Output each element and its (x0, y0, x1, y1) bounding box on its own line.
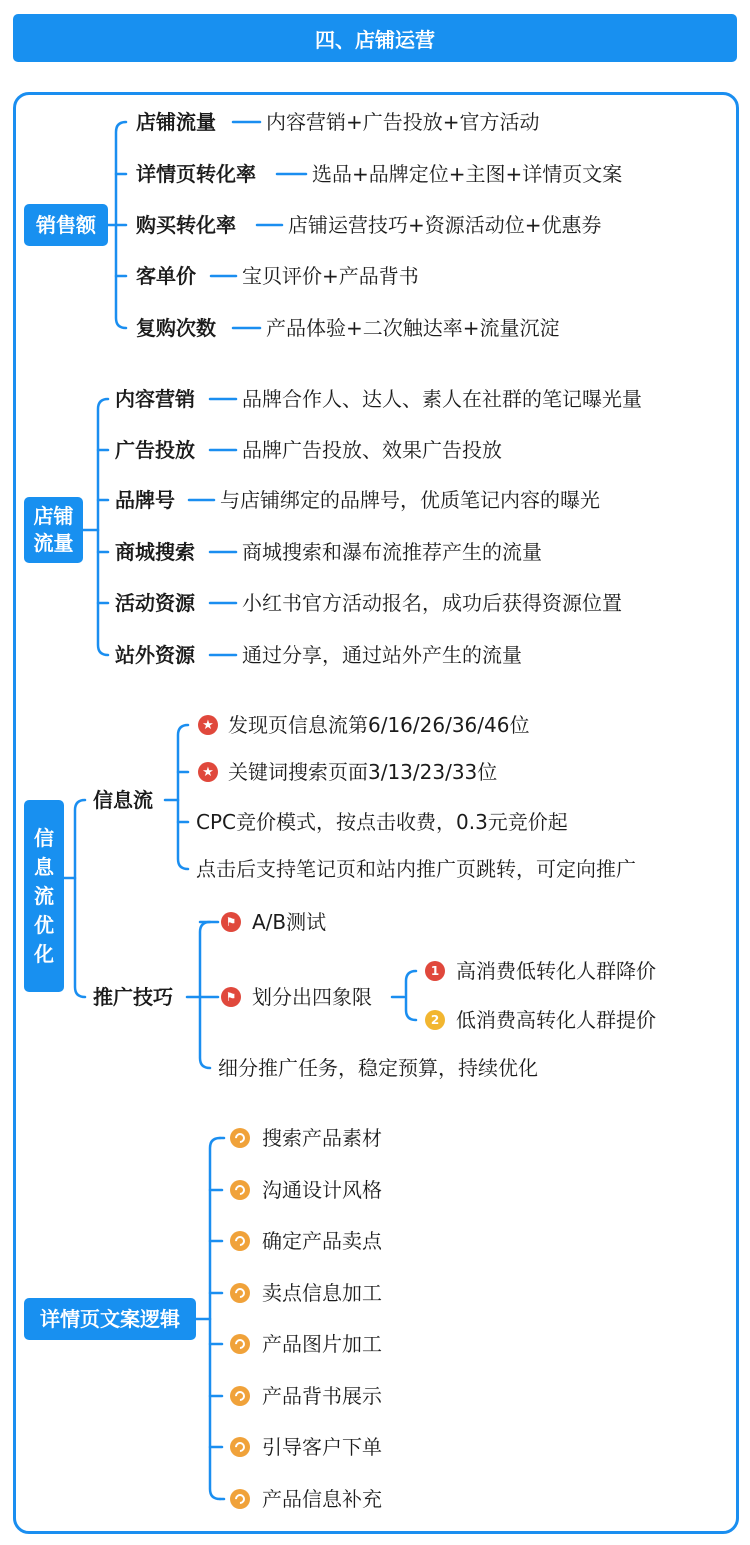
ab-test-item: A/B测试 (252, 910, 327, 934)
traffic-value: 小红书官方活动报名，成功后获得资源位置 (242, 591, 622, 615)
copyright-icon (230, 1283, 250, 1303)
traffic-key: 广告投放 (115, 438, 195, 462)
traffic-value: 与店铺绑定的品牌号，优质笔记内容的曝光 (220, 488, 600, 512)
category-copy-logic: 详情页文案逻辑 (24, 1298, 196, 1340)
sales-value: 店铺运营技巧+资源活动位+优惠券 (288, 213, 602, 237)
quadrant-sub-item: 低消费高转化人群提价 (456, 1008, 656, 1032)
copyright-icon (230, 1386, 250, 1406)
number-2-icon: 2 (425, 1010, 445, 1030)
sales-key: 详情页转化率 (136, 162, 256, 186)
traffic-value: 品牌广告投放、效果广告投放 (242, 438, 502, 462)
copy-step: 确定产品卖点 (262, 1229, 382, 1253)
promo-tips-node: 推广技巧 (93, 985, 173, 1009)
traffic-key: 活动资源 (115, 591, 195, 615)
sales-key: 客单价 (136, 264, 196, 288)
copyright-icon (230, 1437, 250, 1457)
star-icon (198, 715, 218, 735)
copy-step: 产品图片加工 (262, 1332, 382, 1356)
traffic-key: 品牌号 (115, 488, 175, 512)
traffic-value: 商城搜索和瀑布流推荐产生的流量 (242, 540, 542, 564)
traffic-value: 品牌合作人、达人、素人在社群的笔记曝光量 (242, 387, 642, 411)
sales-key: 店铺流量 (136, 110, 216, 134)
copyright-icon (230, 1128, 250, 1148)
flag-icon (221, 987, 241, 1007)
number-1-icon: 1 (425, 961, 445, 981)
info-stream-node: 信息流 (93, 788, 153, 812)
category-sales: 销售额 (24, 204, 108, 246)
refine-item: 细分推广任务，稳定预算，持续优化 (218, 1056, 538, 1080)
traffic-key: 站外资源 (115, 643, 195, 667)
sales-value: 产品体验+二次触达率+流量沉淀 (266, 316, 560, 340)
sales-key: 购买转化率 (136, 213, 236, 237)
copyright-icon (230, 1231, 250, 1251)
copy-step: 卖点信息加工 (262, 1281, 382, 1305)
copyright-icon (230, 1180, 250, 1200)
traffic-key: 内容营销 (115, 387, 195, 411)
copy-step: 产品信息补充 (262, 1487, 382, 1511)
quadrant-item: 划分出四象限 (252, 985, 372, 1009)
traffic-key: 商城搜索 (115, 540, 195, 564)
quadrant-sub-item: 高消费低转化人群降价 (456, 959, 656, 983)
flag-icon (221, 912, 241, 932)
star-icon (198, 762, 218, 782)
category-feed-optimization: 信息流优化 (24, 800, 64, 992)
copy-step: 搜索产品素材 (262, 1126, 382, 1150)
info-stream-item: CPC竞价模式，按点击收费，0.3元竞价起 (196, 810, 568, 834)
copyright-icon (230, 1489, 250, 1509)
copy-step: 沟通设计风格 (262, 1178, 382, 1202)
sales-value: 选品+品牌定位+主图+详情页文案 (312, 162, 623, 186)
copy-step: 引导客户下单 (262, 1435, 382, 1459)
traffic-value: 通过分享，通过站外产生的流量 (242, 643, 522, 667)
info-stream-item: 发现页信息流第6/16/26/36/46位 (228, 713, 530, 737)
copy-step: 产品背书展示 (262, 1384, 382, 1408)
copyright-icon (230, 1334, 250, 1354)
sales-value: 宝贝评价+产品背书 (242, 264, 419, 288)
info-stream-item: 点击后支持笔记页和站内推广页跳转，可定向推广 (196, 857, 636, 881)
sales-value: 内容营销+广告投放+官方活动 (266, 110, 540, 134)
category-traffic: 店铺流量 (24, 497, 83, 563)
page-title: 四、店铺运营 (13, 14, 737, 62)
info-stream-item: 关键词搜索页面3/13/23/33位 (228, 760, 498, 784)
sales-key: 复购次数 (136, 316, 216, 340)
